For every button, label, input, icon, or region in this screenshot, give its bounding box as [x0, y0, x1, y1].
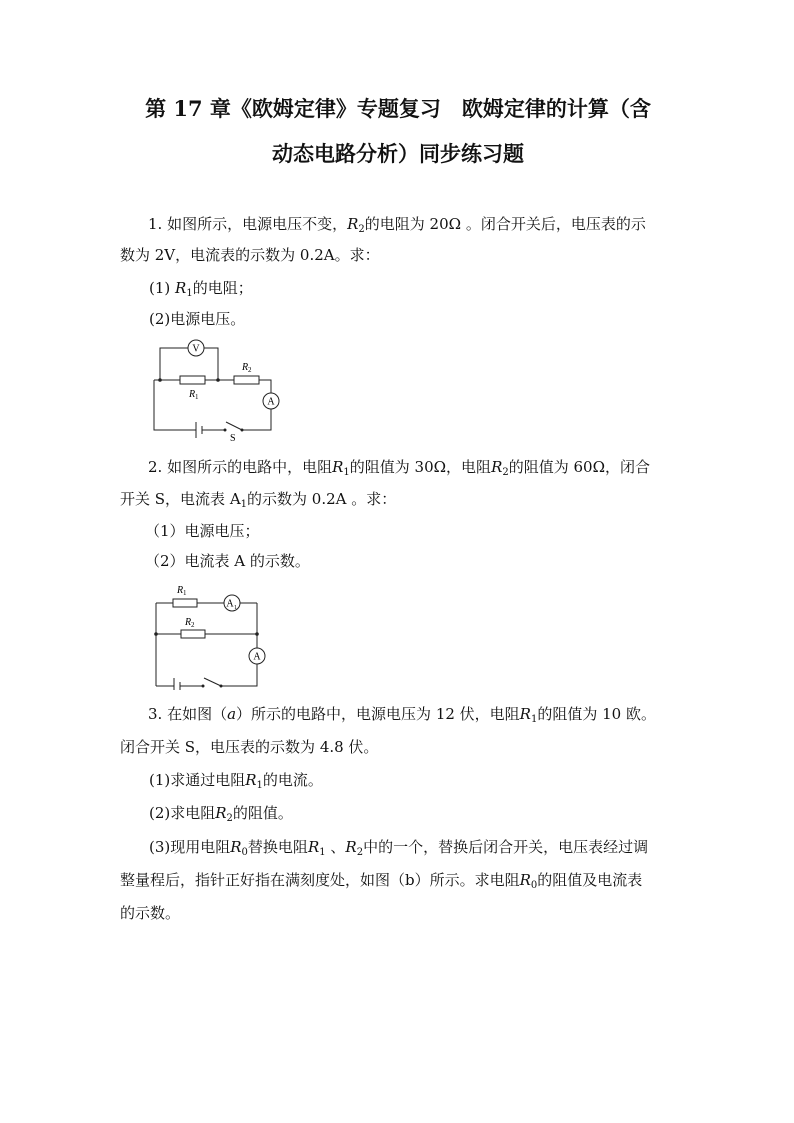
q1-subquestion-2: (2)电源电压。 — [149, 310, 246, 328]
q2-stem-line-2: 开关 S，电流表 $A_1$的示数为 0.2A 。求： — [120, 490, 397, 510]
q2-circuit-diagram — [150, 582, 270, 690]
q2-r1-label: R — [177, 585, 184, 596]
q1-ammeter-label: A — [267, 396, 275, 408]
q3-subquestion-1: (1)求通过电阻$R_1$的电流。 — [149, 771, 323, 791]
q1-circuit-diagram — [150, 340, 275, 444]
q2-ammeter-a-label: A — [253, 651, 261, 663]
q1-r2-sub: 2 — [248, 366, 252, 374]
q1-r1-sub: 1 — [195, 393, 199, 401]
q2-stem-line-1: 2. 如图所示的电路中，电阻$R_1$的阻值为 30Ω，电阻$R_2$的阻值为 60Ω，闭合 — [148, 458, 651, 478]
q1-r2-label: R — [242, 362, 249, 373]
q2-ammeter-a1-label: A — [226, 598, 234, 610]
page-title-line-1: 第 17 章《欧姆定律》专题复习 欧姆定律的计算（含 — [145, 96, 651, 121]
q1-voltmeter-label: V — [192, 343, 200, 355]
q2-subquestion-2: （2）电流表 A 的示数。 — [145, 552, 310, 570]
q1-r1-label: R — [189, 389, 196, 400]
q3-subquestion-3-line-2: 整量程后，指针正好指在满刻度处，如图（b）所示。求电阻$R_0$的阻值及电流表 — [120, 871, 643, 891]
q2-r1-sub: 1 — [183, 589, 187, 597]
q1-stem-line-2: 数为 2V，电流表的示数为 0.2A。求： — [120, 246, 380, 264]
q3-subquestion-2: (2)求电阻$R_2$的阻值。 — [149, 804, 293, 824]
q2-ammeter-a1-sub: 1 — [234, 605, 237, 611]
q2-r2-label: R — [185, 617, 192, 628]
q1-stem-line-1: 1. 如图所示，电源电压不变，$R_2$的电阻为 20Ω 。闭合开关后，电压表的示 — [148, 215, 646, 235]
q1-subquestion-1: (1) $R_1$的电阻； — [149, 279, 253, 299]
q3-subquestion-3-line-3: 的示数。 — [120, 904, 181, 922]
q2-r2-sub: 2 — [191, 621, 195, 629]
q3-stem-line-2: 闭合开关 S，电压表的示数为 4.8 伏。 — [120, 738, 379, 756]
q3-stem-line-1: 3. 在如图（a）所示的电路中，电源电压为 12 伏，电阻$R_1$的阻值为 10 欧。 — [148, 705, 656, 725]
q3-subquestion-3-line-1: (3)现用电阻$R_0$替换电阻$R_1$ 、$R_2$中的一个，替换后闭合开关，电压表经过调 — [149, 838, 649, 858]
q1-switch-label: S — [230, 433, 236, 444]
page-title-line-2: 动态电路分析）同步练习题 — [272, 141, 524, 166]
q2-subquestion-1: （1）电源电压； — [145, 522, 260, 540]
